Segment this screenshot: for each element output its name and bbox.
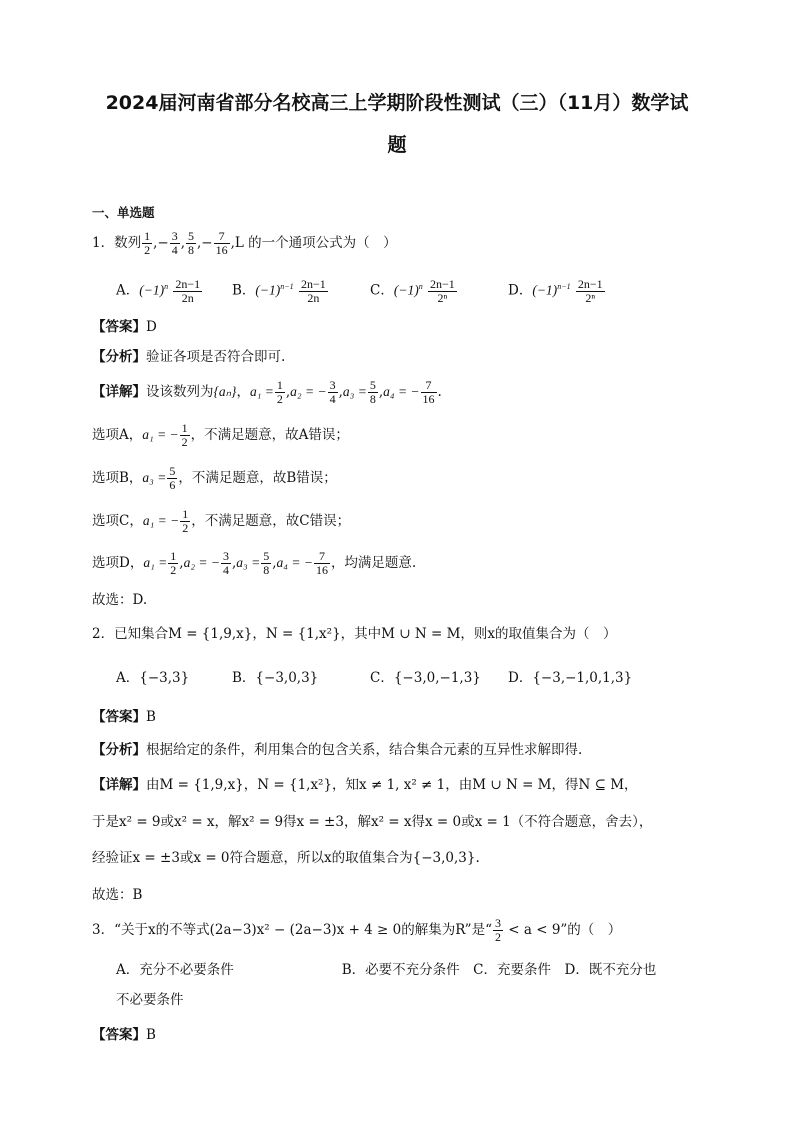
q1-check-a: 选项A，a₁ = − $\frac{1}{2}$ ，不满足题意，故A错误； — [92, 421, 349, 449]
q3-answer: 【答案】B — [92, 1027, 156, 1043]
q1-stem: 1．数列 $\frac{1}{2}$ ,− $\frac{3}{4}$ , $\frac{5}{8}$ ,− $\frac{7}{16}$ ,L 的一个通项公式为（ ） — [92, 229, 397, 257]
q3-options-line-2: 不必要条件 — [116, 992, 184, 1008]
q1-answer: 【答案】D — [92, 319, 157, 335]
q1-check-b: 选项B，a₃ = $\frac{5}{6}$ ，不满足题意，故B错误； — [92, 464, 337, 492]
q2-option-b[interactable]: B．{−3,0,3} — [232, 670, 319, 686]
q2-options — [116, 668, 632, 688]
title-line-2: 题 — [387, 134, 407, 156]
q1-option-b[interactable]: B．$(-1)^{n-1}$ $\frac{2n-1}{2n}$ — [232, 276, 326, 305]
q1-options — [116, 272, 606, 306]
q3-options-line-1: A．充分不必要条件 B．必要不充分条件 C．充要条件 D．既不充分也 — [116, 962, 657, 978]
q2-choice: 故选：B — [92, 887, 143, 903]
q1-seq-term: $\frac{3}{4}$ — [171, 229, 178, 257]
q1-analysis: 【分析】验证各项是否符合即可. — [92, 349, 286, 365]
q2-option-c[interactable]: C．{−3,0,−1,3} — [370, 670, 481, 686]
q2-detail-1: 【详解】由M = {1,9,x}，N = {1,x²}，知x ≠ 1, x² ≠ 1，由M ∪ N = M，得N ⊆ M， — [92, 777, 638, 793]
q2-stem: 2．已知集合M = {1,9,x}，N = {1,x²}，其中M ∪ N = M，则x的取值集合为（ ） — [92, 626, 617, 642]
q1-seq-term: $\frac{7}{16}$ — [215, 229, 228, 257]
q1-option-a[interactable]: A．$(-1)^n$ $\frac{2n-1}{2n}$ — [116, 276, 201, 305]
q1-seq-term: $\frac{5}{8}$ — [188, 229, 194, 257]
section-heading: 一、单选题 — [92, 205, 155, 220]
q1-post: ,L 的一个通项公式为（ ） — [230, 235, 397, 251]
q1-pre: 数列 — [114, 235, 142, 251]
q2-answer: 【答案】B — [92, 709, 156, 725]
q1-check-d: 选项D，a₁ = $\frac{1}{2}$ ,a₂ = − $\frac{3}{4}$ ,a₃ = $\frac{5}{8}$ ,a₄ = − $\frac{7}{16}$ ，均满足题意. — [92, 549, 417, 577]
q2-option-a[interactable]: A．{−3,3} — [116, 670, 190, 686]
q2-detail-3: 经验证x = ±3或x = 0符合题意，所以x的取值集合为{−3,0,3}. — [92, 850, 480, 866]
page-title — [60, 82, 734, 166]
q2-option-d[interactable]: D．{−3,−1,0,1,3} — [508, 670, 633, 686]
q2-detail-2: 于是x² = 9或x² = x，解x² = 9得x = ±3，解x² = x得x = 0或x = 1（不符合题意，舍去）， — [92, 814, 653, 830]
q1-option-c[interactable]: C．$(-1)^n$ $\frac{2n-1}{\text{2ⁿ}}$ — [370, 276, 455, 305]
q1-check-c: 选项C，a₁ = − $\frac{1}{2}$ ，不满足题意，故C错误； — [92, 507, 351, 535]
title-line-1: 2024届河南省部分名校高三上学期阶段性测试（三）（11月）数学试 — [105, 92, 689, 114]
q1-detail: 【详解】设该数列为{aₙ}，a₁ = $\frac{1}{2}$ ,a₂ = − $\frac{3}{4}$ ,a₃ = $\frac{5}{8}$ ,a₄ = − $\frac{7}{16}$ . — [92, 378, 442, 406]
q1-choice: 故选：D. — [92, 592, 148, 608]
q1-number: 1． — [92, 235, 115, 251]
q1-seq-term: $\frac{1}{2}$ — [144, 229, 151, 257]
q1-option-d[interactable]: D．$(-1)^{n-1}$ $\frac{2n-1}{\text{2ⁿ}}$ — [508, 276, 603, 305]
q3-stem: 3．“关于x的不等式(2a−3)x² − (2a−3)x + 4 ≥ 0的解集为R”是“ $\frac{3}{2}$ < a < 9”的（ ） — [92, 916, 622, 944]
q2-analysis: 【分析】根据给定的条件，利用集合的包含关系，结合集合元素的互异性求解即得. — [92, 742, 583, 758]
